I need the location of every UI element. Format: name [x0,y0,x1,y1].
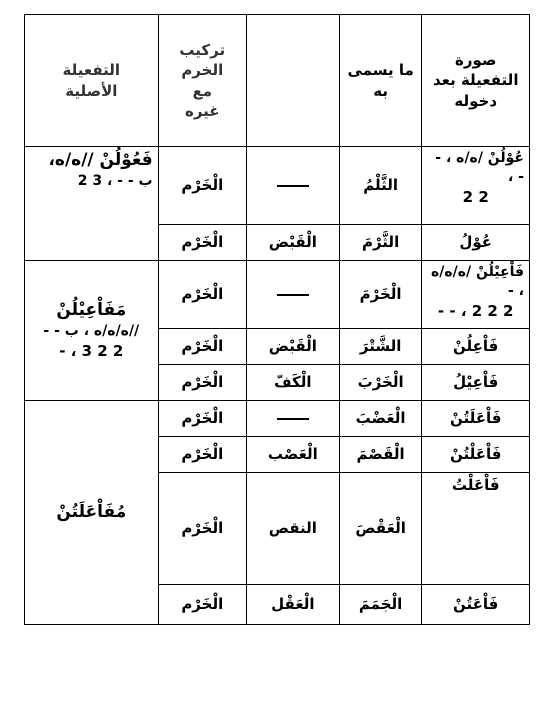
companion-cell [246,261,339,329]
original-notation: //ه/ه/ه ، ب - - [43,323,140,340]
dash-mark [277,418,309,420]
companion-cell: الْقَبْض [246,225,339,261]
compound-cell: الْخَرْم [158,225,246,261]
header-result-form: صورة التفعيلة بعد دخوله [422,15,530,147]
original-foot: فَعُوْلُنْ //ه/ه، [48,150,153,170]
prosody-table [24,14,530,625]
compound-cell: الْخَرْم [158,473,246,585]
compound-cell: الْخَرْم [158,585,246,625]
variation-name: الشَّتْرَ [339,329,422,365]
compound-cell: الْخَرْم [158,329,246,365]
original-notation: ب - - ، 3 2 [77,172,153,189]
compound-cell: الْخَرْم [158,437,246,473]
original-foot: مُفَاْعَلَتُنْ [56,502,127,523]
header-compound-line: مع [192,81,213,100]
header-companion [246,15,339,147]
variation-name: الثَّلْمُ [339,147,422,225]
result-form: عُوْلُنْ /ه/ه ، - - ، [435,150,524,185]
header-original-line: التفعيلة [62,61,121,80]
companion-cell: الْعَصْب [246,437,339,473]
variation-name: الْعَضْبَ [339,401,422,437]
result-form: فَاْعَلْتُ [422,473,530,585]
variation-name: الْقَصْمَ [339,437,422,473]
variation-name: الْخَرْبَ [339,365,422,401]
companion-cell: النقص [246,473,339,585]
header-compound-line: الخرم [181,61,224,80]
table-row [25,147,530,225]
original-digits: - ، 3 2 2 [59,342,124,361]
variation-name: الْجَمَمَ [339,585,422,625]
compound-cell: الْخَرْم [158,365,246,401]
companion-cell [246,401,339,437]
compound-cell: الْخَرْم [158,147,246,225]
original-foot-cell [25,261,159,401]
result-form-cell [422,261,530,329]
dash-mark [277,294,309,296]
result-form: فَاْعَتُنْ [422,585,530,625]
result-form: فَاْعِلُنْ [422,329,530,365]
table-row [25,401,530,437]
header-compound-line: غيره [185,101,220,120]
result-form: فَاْعَلْتُنْ [422,437,530,473]
original-foot: مَفَاْعِيْلُنْ [56,300,127,321]
result-form: عُوْلُ [422,225,530,261]
companion-cell: الْقَبْض [246,329,339,365]
header-compound [158,15,246,147]
table-row [25,261,530,329]
variation-name: الْخَرْمَ [339,261,422,329]
header-original [25,15,159,147]
result-form: فَاْعِيْلُنْ /ه/ه/ه ، - [430,264,524,299]
header-row [25,15,530,147]
variation-name: الْعَقْصَ [339,473,422,585]
companion-cell: الْعَقْل [246,585,339,625]
result-digits: - - ، 2 2 2 [437,301,514,320]
compound-cell: الْخَرْم [158,261,246,329]
header-name: ما يسمى به [339,15,422,147]
dash-mark [277,185,309,187]
header-original-line: الأصلية [65,81,118,100]
original-foot-cell [25,147,159,261]
companion-cell [246,147,339,225]
variation-name: الثَّرْمَ [339,225,422,261]
companion-cell: الْكَفّ [246,365,339,401]
result-form: فَاْعَلَتُنْ [422,401,530,437]
result-digits: 2 2 [462,187,489,206]
compound-cell: الْخَرْم [158,401,246,437]
result-form: فَاْعِيْلُ [422,365,530,401]
original-foot-cell [25,401,159,625]
header-compound-line: تركيب [179,41,226,59]
result-form-cell [422,147,530,225]
